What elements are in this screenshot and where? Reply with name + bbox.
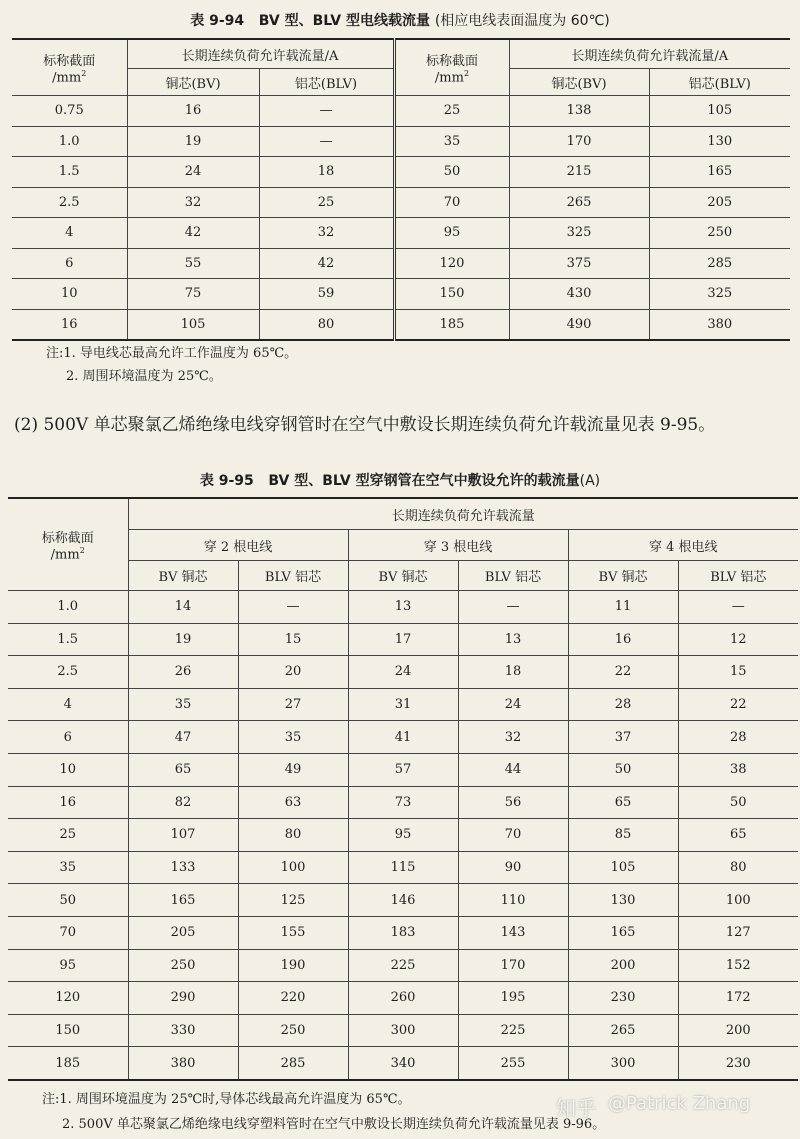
header-section: 标称截面 $/mm^2$ xyxy=(12,39,127,96)
header-wire-3: 穿 3 根电线 xyxy=(348,530,568,561)
cell-aluminum: 285 xyxy=(649,248,790,279)
cell-blv-2: 20 xyxy=(238,656,348,689)
cell-section: 120 xyxy=(8,982,128,1015)
cell-copper: 16 xyxy=(127,96,259,127)
cell-section: 1.5 xyxy=(12,157,127,188)
cell-bv-3: 146 xyxy=(348,884,458,917)
table-row xyxy=(8,1014,798,1047)
cell-bv-4: 50 xyxy=(568,753,678,786)
cell-aluminum: 205 xyxy=(649,187,790,218)
header-section-right: 标称截面 $/mm^2$ xyxy=(394,39,509,96)
cell-blv-3: 32 xyxy=(458,721,568,754)
cell-bv-4: 130 xyxy=(568,884,678,917)
cell-copper: 265 xyxy=(509,187,649,218)
header-copper: 铜芯(BV) xyxy=(127,69,259,96)
cell-section: 35 xyxy=(8,851,128,884)
header-group: 长期连续负荷允许载流量/A xyxy=(127,39,394,69)
table-row xyxy=(8,623,798,656)
t94-note-1: 注:1. 导电线芯最高允许工作温度为 65℃。 xyxy=(46,346,298,361)
cell-blv-2: 80 xyxy=(238,819,348,852)
cell-aluminum: 380 xyxy=(649,309,790,340)
cell-section: 4 xyxy=(12,218,127,249)
cell-bv-3: 225 xyxy=(348,949,458,982)
cell-bv-2: 290 xyxy=(128,982,238,1015)
table-row xyxy=(12,248,790,279)
cell-bv-2: 380 xyxy=(128,1047,238,1080)
cell-blv-4: 230 xyxy=(678,1047,798,1080)
table-row xyxy=(8,819,798,852)
cell-section: 95 xyxy=(394,218,509,249)
cell-aluminum: 32 xyxy=(259,218,394,249)
table-row xyxy=(8,591,798,624)
cell-blv-2: — xyxy=(238,591,348,624)
cell-blv-4: 80 xyxy=(678,851,798,884)
cell-bv-3: 73 xyxy=(348,786,458,819)
cell-section: 70 xyxy=(8,916,128,949)
cell-bv-3: 115 xyxy=(348,851,458,884)
cell-bv-4: 65 xyxy=(568,786,678,819)
cell-blv-3: 70 xyxy=(458,819,568,852)
cell-blv-4: 127 xyxy=(678,916,798,949)
table-row xyxy=(12,157,790,188)
cell-copper: 42 xyxy=(127,218,259,249)
cell-copper: 24 xyxy=(127,157,259,188)
header-aluminum: BLV 铝芯 xyxy=(238,561,348,591)
cell-bv-2: 14 xyxy=(128,591,238,624)
cell-bv-2: 82 xyxy=(128,786,238,819)
cell-bv-3: 41 xyxy=(348,721,458,754)
cell-copper: 430 xyxy=(509,279,649,310)
cell-blv-2: 63 xyxy=(238,786,348,819)
cell-section: 1.0 xyxy=(12,126,127,157)
cell-blv-3: 170 xyxy=(458,949,568,982)
header-wire-4: 穿 4 根电线 xyxy=(568,530,798,561)
cell-blv-4: — xyxy=(678,591,798,624)
cell-section: 150 xyxy=(394,279,509,310)
cell-bv-3: 13 xyxy=(348,591,458,624)
cell-section: 16 xyxy=(12,309,127,340)
header-copper-right: 铜芯(BV) xyxy=(509,69,649,96)
cell-blv-2: 100 xyxy=(238,851,348,884)
cell-bv-4: 85 xyxy=(568,819,678,852)
cell-copper: 19 xyxy=(127,126,259,157)
cell-bv-3: 183 xyxy=(348,916,458,949)
header-group: 长期连续负荷允许载流量 xyxy=(128,498,798,530)
cell-section: 2.5 xyxy=(8,656,128,689)
table-row xyxy=(12,309,790,340)
table-row xyxy=(12,96,790,127)
cell-section: 25 xyxy=(8,819,128,852)
cell-bv-2: 35 xyxy=(128,688,238,721)
cell-bv-4: 16 xyxy=(568,623,678,656)
cell-section: 4 xyxy=(8,688,128,721)
cell-bv-3: 57 xyxy=(348,753,458,786)
cell-section: 120 xyxy=(394,248,509,279)
cell-bv-2: 65 xyxy=(128,753,238,786)
table-row xyxy=(12,218,790,249)
cell-section: 185 xyxy=(8,1047,128,1080)
cell-blv-4: 28 xyxy=(678,721,798,754)
cell-blv-2: 220 xyxy=(238,982,348,1015)
table-row xyxy=(8,1047,798,1080)
header-section: 标称截面 $/mm^2$ xyxy=(8,498,128,591)
cell-blv-2: 15 xyxy=(238,623,348,656)
t94-note-2: 2. 周围环境温度为 25℃。 xyxy=(66,369,222,384)
cell-section: 25 xyxy=(394,96,509,127)
cell-section: 2.5 xyxy=(12,187,127,218)
cell-section: 95 xyxy=(8,949,128,982)
cell-bv-4: 200 xyxy=(568,949,678,982)
caption-note: (相应电线表面温度为 60℃) xyxy=(434,13,610,29)
cell-section: 70 xyxy=(394,187,509,218)
cell-section: 6 xyxy=(12,248,127,279)
cell-section: 35 xyxy=(394,126,509,157)
cell-blv-2: 49 xyxy=(238,753,348,786)
cell-aluminum: 80 xyxy=(259,309,394,340)
cell-blv-3: 44 xyxy=(458,753,568,786)
cell-bv-3: 31 xyxy=(348,688,458,721)
cell-blv-3: 56 xyxy=(458,786,568,819)
cell-aluminum: 130 xyxy=(649,126,790,157)
cell-aluminum: 325 xyxy=(649,279,790,310)
cell-section: 0.75 xyxy=(12,96,127,127)
cell-blv-2: 285 xyxy=(238,1047,348,1080)
cell-blv-3: 195 xyxy=(458,982,568,1015)
cell-bv-3: 340 xyxy=(348,1047,458,1080)
cell-blv-4: 100 xyxy=(678,884,798,917)
header-copper: BV 铜芯 xyxy=(568,561,678,591)
caption-title: BV 型、BLV 型穿钢管在空气中敷设允许的载流量 xyxy=(268,473,580,489)
cell-aluminum: 59 xyxy=(259,279,394,310)
cell-blv-3: 24 xyxy=(458,688,568,721)
table-row xyxy=(8,721,798,754)
cell-bv-4: 265 xyxy=(568,1014,678,1047)
cell-copper: 325 xyxy=(509,218,649,249)
cell-bv-4: 37 xyxy=(568,721,678,754)
table-9-94-body xyxy=(12,96,790,341)
cell-aluminum: 25 xyxy=(259,187,394,218)
cell-bv-4: 230 xyxy=(568,982,678,1015)
table-9-95 xyxy=(8,497,798,1081)
cell-section: 185 xyxy=(394,309,509,340)
cell-bv-4: 28 xyxy=(568,688,678,721)
cell-bv-2: 133 xyxy=(128,851,238,884)
cell-blv-4: 38 xyxy=(678,753,798,786)
cell-bv-4: 165 xyxy=(568,916,678,949)
table-row xyxy=(8,982,798,1015)
cell-blv-2: 35 xyxy=(238,721,348,754)
cell-blv-4: 12 xyxy=(678,623,798,656)
cell-bv-4: 300 xyxy=(568,1047,678,1080)
cell-bv-2: 165 xyxy=(128,884,238,917)
cell-section: 1.0 xyxy=(8,591,128,624)
cell-blv-3: 110 xyxy=(458,884,568,917)
cell-aluminum: 42 xyxy=(259,248,394,279)
table-row xyxy=(12,187,790,218)
table-row xyxy=(8,786,798,819)
cell-bv-2: 19 xyxy=(128,623,238,656)
header-copper: BV 铜芯 xyxy=(128,561,238,591)
cell-bv-2: 26 xyxy=(128,656,238,689)
table-row xyxy=(8,656,798,689)
cell-blv-3: 225 xyxy=(458,1014,568,1047)
cell-blv-2: 125 xyxy=(238,884,348,917)
cell-aluminum: 18 xyxy=(259,157,394,188)
cell-blv-3: 255 xyxy=(458,1047,568,1080)
cell-blv-3: 143 xyxy=(458,916,568,949)
cell-copper: 105 xyxy=(127,309,259,340)
cell-bv-4: 105 xyxy=(568,851,678,884)
cell-blv-2: 155 xyxy=(238,916,348,949)
table-9-94 xyxy=(12,38,790,341)
cell-aluminum: 105 xyxy=(649,96,790,127)
cell-blv-4: 22 xyxy=(678,688,798,721)
table-row xyxy=(8,884,798,917)
t95-note-2: 2. 500V 单芯聚氯乙烯绝缘电线穿塑料管时在空气中敷设长期连续负荷允许载流量见表 9-96。 xyxy=(62,1117,606,1132)
cell-blv-3: 18 xyxy=(458,656,568,689)
cell-blv-4: 15 xyxy=(678,656,798,689)
cell-aluminum: 250 xyxy=(649,218,790,249)
cell-blv-4: 200 xyxy=(678,1014,798,1047)
cell-blv-4: 50 xyxy=(678,786,798,819)
cell-blv-4: 172 xyxy=(678,982,798,1015)
header-aluminum: BLV 铝芯 xyxy=(458,561,568,591)
cell-blv-3: — xyxy=(458,591,568,624)
cell-bv-3: 260 xyxy=(348,982,458,1015)
table-row xyxy=(8,851,798,884)
cell-bv-3: 300 xyxy=(348,1014,458,1047)
cell-section: 10 xyxy=(8,753,128,786)
cell-copper: 215 xyxy=(509,157,649,188)
caption-title: BV 型、BLV 型电线载流量 xyxy=(258,13,430,29)
caption-id: 表 9-94 xyxy=(190,13,245,29)
cell-section: 6 xyxy=(8,721,128,754)
cell-section: 16 xyxy=(8,786,128,819)
cell-bv-3: 24 xyxy=(348,656,458,689)
cell-copper: 490 xyxy=(509,309,649,340)
cell-aluminum: 165 xyxy=(649,157,790,188)
table-9-95-body xyxy=(8,591,798,1080)
cell-section: 1.5 xyxy=(8,623,128,656)
cell-copper: 375 xyxy=(509,248,649,279)
header-aluminum: BLV 铝芯 xyxy=(678,561,798,591)
cell-section: 50 xyxy=(8,884,128,917)
cell-copper: 32 xyxy=(127,187,259,218)
cell-bv-3: 95 xyxy=(348,819,458,852)
cell-bv-2: 47 xyxy=(128,721,238,754)
table-9-95-caption xyxy=(0,470,800,490)
caption-id: 表 9-95 xyxy=(199,473,254,489)
paragraph: (2) 500V 单芯聚氯乙烯绝缘电线穿钢管时在空气中敷设长期连续负荷允许载流量见表 9-95。 xyxy=(14,415,716,435)
cell-blv-3: 13 xyxy=(458,623,568,656)
cell-copper: 138 xyxy=(509,96,649,127)
cell-bv-2: 205 xyxy=(128,916,238,949)
cell-bv-4: 11 xyxy=(568,591,678,624)
cell-bv-2: 330 xyxy=(128,1014,238,1047)
zhihu-watermark-logo: 知乎 xyxy=(556,1096,596,1120)
caption-unit: (A) xyxy=(579,473,601,489)
cell-aluminum: — xyxy=(259,96,394,127)
header-aluminum-right: 铝芯(BLV) xyxy=(649,69,790,96)
watermark-author: @Patrick Zhang xyxy=(608,1093,751,1114)
cell-blv-2: 250 xyxy=(238,1014,348,1047)
header-group-right: 长期连续负荷允许载流量/A xyxy=(509,39,790,69)
cell-section: 50 xyxy=(394,157,509,188)
header-copper: BV 铜芯 xyxy=(348,561,458,591)
table-row xyxy=(12,279,790,310)
header-aluminum: 铝芯(BLV) xyxy=(259,69,394,96)
table-row xyxy=(12,126,790,157)
cell-section: 10 xyxy=(12,279,127,310)
cell-section: 150 xyxy=(8,1014,128,1047)
cell-copper: 75 xyxy=(127,279,259,310)
table-row xyxy=(8,688,798,721)
header-wire-2: 穿 2 根电线 xyxy=(128,530,348,561)
cell-blv-3: 90 xyxy=(458,851,568,884)
table-9-94-caption xyxy=(0,10,800,30)
cell-bv-4: 22 xyxy=(568,656,678,689)
table-row xyxy=(8,753,798,786)
cell-blv-4: 65 xyxy=(678,819,798,852)
cell-bv-3: 17 xyxy=(348,623,458,656)
table-row xyxy=(8,916,798,949)
cell-bv-2: 250 xyxy=(128,949,238,982)
cell-copper: 55 xyxy=(127,248,259,279)
cell-bv-2: 107 xyxy=(128,819,238,852)
cell-blv-2: 27 xyxy=(238,688,348,721)
cell-aluminum: — xyxy=(259,126,394,157)
cell-blv-2: 190 xyxy=(238,949,348,982)
cell-copper: 170 xyxy=(509,126,649,157)
t95-note-1: 注:1. 周围环境温度为 25℃时,导体芯线最高允许温度为 65℃。 xyxy=(42,1092,411,1107)
table-row xyxy=(8,949,798,982)
cell-blv-4: 152 xyxy=(678,949,798,982)
